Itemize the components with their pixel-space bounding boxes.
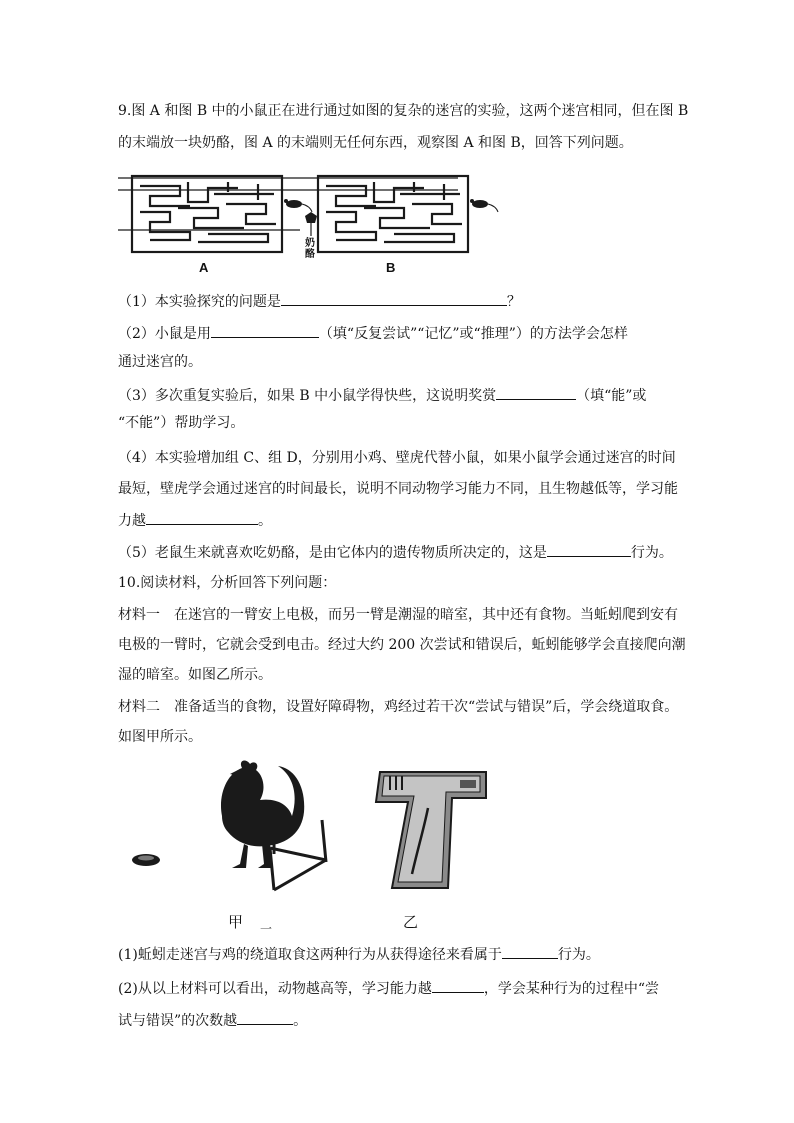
q9-part4-line2: 最短，壁虎学会通过迷宫的时间最长，说明不同动物学习能力不同，且生物越低等，学习能 (118, 481, 678, 497)
maze-b (318, 176, 468, 252)
q9-part4-line3 (118, 509, 272, 531)
q9-part2-hint: （填“反复尝试”“记忆”或“推理”）的方法学会怎样 (318, 326, 628, 342)
q9-part5-end: 行为。 (630, 545, 673, 561)
q9-part1 (118, 290, 521, 312)
mouse-icon (284, 199, 312, 212)
q9-part1-end: ？ (506, 294, 521, 310)
cheese-label: 奶酪 (305, 238, 315, 260)
q10-material2-line2: 如图甲所示。 (118, 729, 202, 745)
q10-sub2-cont (118, 1009, 307, 1031)
q9-part5-text: （5）老鼠生来就喜欢吃奶酪，是由它体内的遗传物质所决定的，这是 (118, 545, 547, 561)
q10-sub1 (118, 943, 600, 965)
q10-sub1-text: (1)蚯蚓走迷宫与鸡的绕道取食这两种行为从获得途径来看属于 (118, 947, 502, 963)
q9-part3-cont: “不能”）帮助学习。 (118, 415, 245, 431)
answer-blank[interactable] (237, 1009, 293, 1025)
q9-part1-text: （1）本实验探究的问题是 (118, 294, 281, 310)
q10-sub1-end: 行为。 (557, 947, 600, 963)
mouse-icon (470, 199, 498, 212)
q10-title: 10.阅读材料，分析回答下列问题： (118, 575, 337, 591)
q9-part3-text: （3）多次重复实验后，如果 B 中小鼠学得快些，这说明奖赏 (118, 388, 497, 404)
cheese-icon (305, 212, 317, 223)
q9-part4-end: 。 (258, 513, 272, 529)
q10-sub2-end: 。 (293, 1013, 308, 1029)
figure-label-a: A (199, 260, 209, 275)
figure-dash: 一 (260, 922, 273, 936)
q10-sub2-text: (2)从以上材料可以看出，动物越高等，学习能力越 (118, 981, 432, 997)
answer-blank[interactable] (432, 977, 484, 993)
q9-intro-line1: 9.图 A 和图 B 中的小鼠正在进行通过如图的复杂的迷宫的实验，这两个迷宫相同，但在图 B (118, 103, 689, 119)
q10-material1-line1: 材料一 在迷宫的一臂安上电极，而另一臂是潮湿的暗室，其中还有食物。当蚯蚓爬到安有 (118, 607, 678, 623)
q9-part2-text: （2）小鼠是用 (118, 326, 211, 342)
q9-part2-cont: 通过迷宫的。 (118, 354, 202, 370)
q9-part4-line1: （4）本实验增加组 C、组 D，分别用小鸡、壁虎代替小鼠，如果小鼠学会通过迷宫的时间 (118, 450, 676, 466)
q9-part2 (118, 322, 628, 344)
q10-sub2 (118, 977, 659, 999)
q10-sub2-text2: 试与错误”的次数越 (118, 1013, 238, 1029)
q10-material2-line1: 材料二 准备适当的食物，设置好障碍物，鸡经过若干次“尝试与错误”后，学会绕道取食。 (118, 699, 679, 715)
q9-part5 (118, 541, 673, 563)
q9-part3-hint: （填“能”或 (576, 388, 647, 404)
answer-blank[interactable] (496, 384, 576, 400)
q10-material1-line2: 电极的一臂时，它就会受到电击。经过大约 200 次尝试和错误后，蚯蚓能够学会直接爬向潮 (118, 637, 686, 653)
maze-figure (118, 168, 518, 274)
q9-intro-line2: 的末端放一块奶酪，图 A 的末端则无任何东西，观察图 A 和图 B，回答下列问题。 (118, 135, 633, 151)
answer-blank[interactable] (502, 943, 558, 959)
answer-blank[interactable] (281, 290, 507, 306)
rooster-figure (126, 756, 346, 896)
earthworm-t-maze-figure (368, 768, 492, 896)
answer-blank[interactable] (146, 509, 258, 525)
figure-label-jia: 甲 (228, 913, 244, 931)
q10-sub2-mid: ，学会某种行为的过程中“尝 (483, 981, 660, 997)
q10-material1-line3: 湿的暗室。如图乙所示。 (118, 667, 272, 683)
answer-blank[interactable] (547, 541, 631, 557)
figure-label-yi: 乙 (403, 913, 419, 931)
figure-label-b: B (386, 260, 396, 275)
answer-blank[interactable] (211, 322, 319, 338)
maze-a (132, 176, 282, 252)
q9-part4-text: 力越 (118, 513, 146, 529)
earthworm-t-maze-icon (376, 772, 486, 888)
q9-part3 (118, 384, 646, 406)
